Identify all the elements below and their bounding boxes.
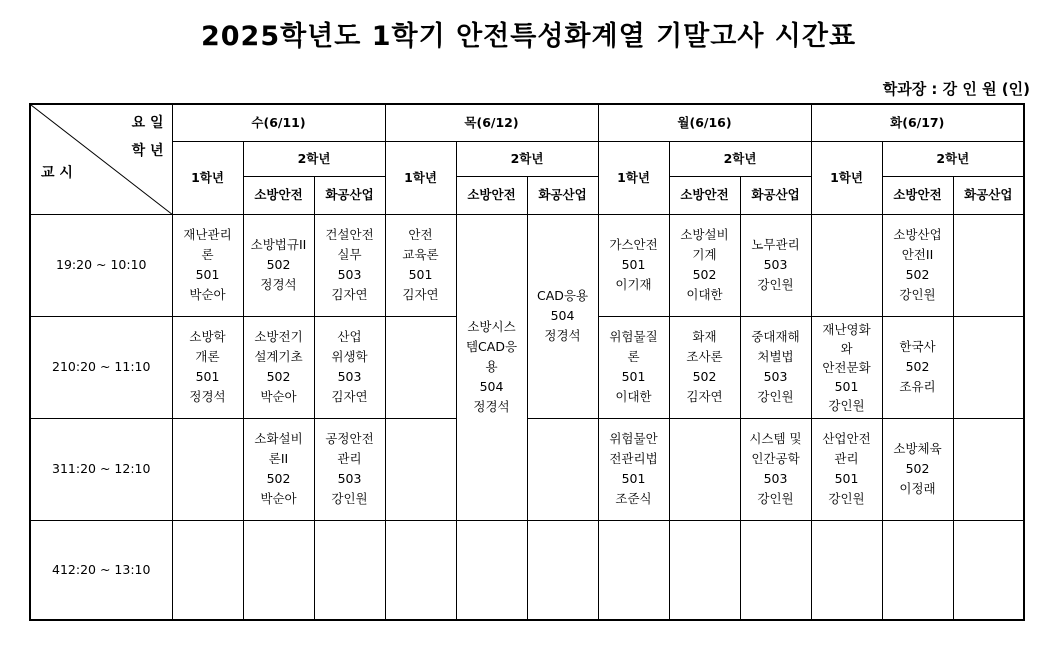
corner-grade-label: 학 년: [131, 143, 164, 159]
day-header-tue: 화(6/17): [811, 104, 1024, 141]
subdivision-fire-safety: 소방안전: [456, 176, 527, 214]
header-grade-row: [30, 141, 1024, 176]
exam-cell: 가스안전 501 이기재: [598, 214, 669, 316]
exam-cell: 소방산업 안전II 502 강인원: [882, 214, 953, 316]
exam-cell-empty: [598, 520, 669, 620]
exam-cell: 재난관리 론 501 박순아: [172, 214, 243, 316]
period-label: 19:20 ~ 10:10: [30, 214, 172, 316]
grade1-header: 1학년: [172, 141, 243, 214]
exam-cell-merged: 소방시스 템CAD응 용 504 정경석: [456, 214, 527, 520]
period-row-1: [30, 214, 1024, 316]
exam-cell-empty: [243, 520, 314, 620]
subdivision-fire-safety: 소방안전: [243, 176, 314, 214]
period-label: 412:20 ~ 13:10: [30, 520, 172, 620]
grade1-header: 1학년: [385, 141, 456, 214]
subdivision-fire-safety: 소방안전: [669, 176, 740, 214]
exam-cell-empty: [669, 418, 740, 520]
period-row-3: [30, 418, 1024, 520]
subdivision-chem-industry: 화공산업: [527, 176, 598, 214]
exam-cell: 시스템 및 인간공학 503 강인원: [740, 418, 811, 520]
exam-cell: 소방학 개론 501 정경석: [172, 316, 243, 418]
exam-cell: 중대재해 처벌법 503 강인원: [740, 316, 811, 418]
exam-cell-merged: CAD응용 504 정경석: [527, 214, 598, 418]
exam-cell-empty: [953, 214, 1024, 316]
exam-cell-empty: [811, 520, 882, 620]
exam-cell: 공정안전 관리 503 강인원: [314, 418, 385, 520]
exam-cell: 위험물질 론 501 이대한: [598, 316, 669, 418]
exam-cell-empty: [953, 316, 1024, 418]
exam-cell-empty: [385, 520, 456, 620]
exam-cell: 안전 교육론 501 김자연: [385, 214, 456, 316]
exam-cell-empty: [172, 520, 243, 620]
period-label: 210:20 ~ 11:10: [30, 316, 172, 418]
exam-cell: 산업안전 관리 501 강인원: [811, 418, 882, 520]
subdivision-chem-industry: 화공산업: [953, 176, 1024, 214]
exam-cell: 소방법규II 502 정경석: [243, 214, 314, 316]
exam-cell-empty: [172, 418, 243, 520]
corner-header-cell: [30, 104, 172, 214]
exam-timetable: [29, 103, 1025, 621]
header-day-row: [30, 104, 1024, 141]
subdivision-chem-industry: 화공산업: [314, 176, 385, 214]
grade1-header: 1학년: [598, 141, 669, 214]
corner-day-label: 요 일: [131, 115, 164, 131]
page-title: 2025학년도 1학기 안전특성화계열 기말고사 시간표: [200, 21, 857, 52]
grade2-header: 2학년: [243, 141, 385, 176]
exam-cell-empty: [953, 418, 1024, 520]
exam-cell-empty: [527, 418, 598, 520]
exam-cell-empty: [314, 520, 385, 620]
day-header-wed: 수(6/11): [172, 104, 385, 141]
grade2-header: 2학년: [669, 141, 811, 176]
exam-cell: 화재 조사론 502 김자연: [669, 316, 740, 418]
exam-cell: 건설안전 실무 503 김자연: [314, 214, 385, 316]
exam-cell: 소화설비 론II 502 박순아: [243, 418, 314, 520]
exam-cell-empty: [385, 418, 456, 520]
exam-cell-empty: [882, 520, 953, 620]
exam-cell: 소방설비 기계 502 이대한: [669, 214, 740, 316]
corner-period-label: 교 시: [41, 165, 73, 181]
exam-cell-empty: [953, 520, 1024, 620]
period-row-4: [30, 520, 1024, 620]
subdivision-chem-industry: 화공산업: [740, 176, 811, 214]
exam-cell-empty: [385, 316, 456, 418]
exam-cell: 재난영화 와 안전문화 501 강인원: [811, 316, 882, 418]
exam-cell-empty: [811, 214, 882, 316]
exam-cell-empty: [740, 520, 811, 620]
exam-cell: 노무관리 503 강인원: [740, 214, 811, 316]
grade2-header: 2학년: [456, 141, 598, 176]
exam-cell: 산업 위생학 503 김자연: [314, 316, 385, 418]
subdivision-fire-safety: 소방안전: [882, 176, 953, 214]
day-header-mon: 월(6/16): [598, 104, 811, 141]
grade2-header: 2학년: [882, 141, 1024, 176]
exam-cell: 소방전기 설계기초 502 박순아: [243, 316, 314, 418]
period-label: 311:20 ~ 12:10: [30, 418, 172, 520]
exam-cell-empty: [456, 520, 527, 620]
exam-cell-empty: [669, 520, 740, 620]
exam-cell: 위험물안 전관리법 501 조준식: [598, 418, 669, 520]
day-header-thu: 목(6/12): [385, 104, 598, 141]
department-head-label: 학과장 : 강 인 원 (인): [882, 80, 1030, 98]
exam-cell: 한국사 502 조유리: [882, 316, 953, 418]
exam-cell: 소방체육 502 이정래: [882, 418, 953, 520]
grade1-header: 1학년: [811, 141, 882, 214]
exam-cell-empty: [527, 520, 598, 620]
